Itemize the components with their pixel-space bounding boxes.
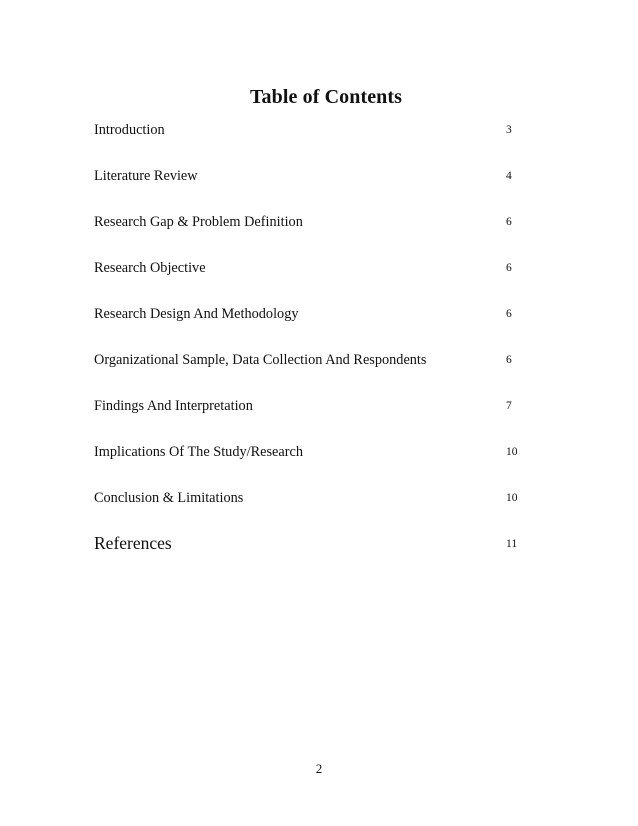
toc-entry — [94, 352, 534, 398]
toc-entry-page: 4 — [506, 170, 512, 182]
toc-entry-label: Research Gap & Problem Definition — [94, 214, 303, 230]
toc-entry-label: Introduction — [94, 122, 165, 138]
toc-title: Table of Contents — [249, 86, 403, 108]
toc-entry-label: Conclusion & Limitations — [94, 490, 244, 506]
toc-entry-label: Research Design And Methodology — [94, 306, 299, 322]
toc-entry-page: 7 — [506, 400, 512, 412]
page-number: 2 — [315, 761, 323, 776]
toc-entry-label: References — [94, 533, 172, 553]
toc-entry-page: 11 — [506, 538, 518, 550]
toc-entry — [94, 306, 534, 352]
toc-entry-page: 10 — [506, 446, 518, 458]
toc-entry — [94, 260, 534, 306]
toc-entry — [94, 398, 534, 444]
toc-entry-page: 6 — [506, 354, 512, 366]
toc-entry — [94, 122, 534, 168]
toc-entry — [94, 214, 534, 260]
toc-entry — [94, 533, 534, 582]
toc-entry-label: Implications Of The Study/Research — [94, 444, 303, 460]
toc-entry — [94, 168, 534, 214]
toc-entry-page: 6 — [506, 216, 512, 228]
toc-entry-page: 6 — [506, 262, 512, 274]
toc-entry — [94, 490, 534, 536]
toc-list — [94, 122, 534, 582]
toc-entry-label: Research Objective — [94, 260, 206, 276]
toc-entry — [94, 444, 534, 490]
toc-entry-page: 6 — [506, 308, 512, 320]
toc-entry-page: 3 — [506, 124, 512, 136]
toc-entry-label: Findings And Interpretation — [94, 398, 253, 414]
toc-entry-label: Literature Review — [94, 168, 198, 184]
toc-entry-label: Organizational Sample, Data Collection And Respondents — [94, 352, 427, 368]
toc-entry-page: 10 — [506, 492, 518, 504]
